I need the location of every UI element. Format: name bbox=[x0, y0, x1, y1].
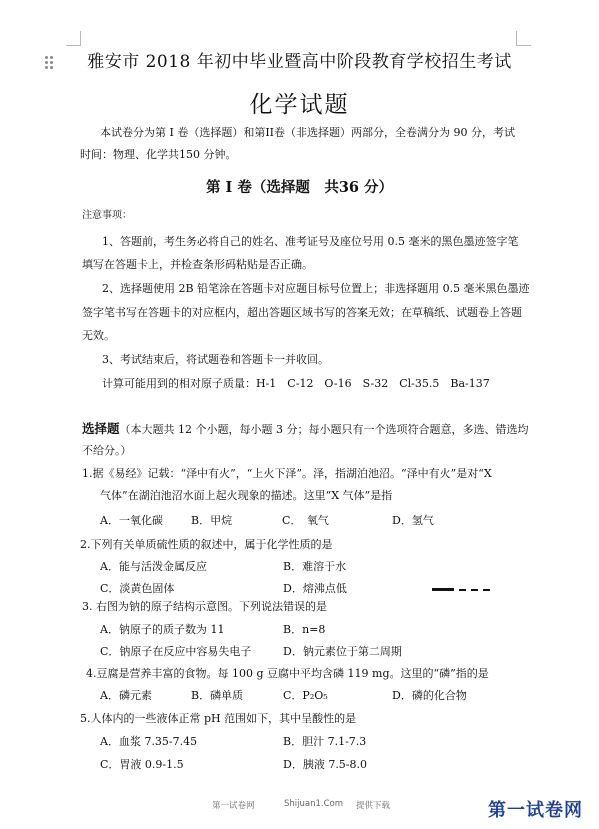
question-3-option-d: D．钠元素位于第二周期 bbox=[283, 645, 402, 658]
question-3-option-c: C．钠原子在反应中容易失电子 bbox=[100, 645, 252, 658]
section-title: 第 I 卷（选择题 共36 分） bbox=[205, 179, 394, 196]
exam-title: 雅安市 2018 年初中毕业暨高中阶段教育学校招生考试 bbox=[87, 52, 512, 72]
question-3-option-a: A．钠原子的质子数为 11 bbox=[100, 623, 225, 636]
footer-site-url: Shijuan1.Com bbox=[284, 799, 344, 809]
question-4-option-a: A．磷元素 bbox=[100, 689, 152, 702]
notes-heading: 注意事项： bbox=[82, 210, 132, 221]
question-1-stem-line-1: 1.据《易经》记载：“泽中有火”，“上火下泽”。泽，指湖泊池沼。“泽中有火”是对“X bbox=[82, 467, 492, 480]
crop-mark-top-left bbox=[66, 31, 81, 46]
question-5-option-b: B．胆汁 7.1-7.3 bbox=[283, 735, 367, 748]
question-5-option-c: C．胃液 0.9-1.5 bbox=[100, 758, 184, 771]
question-5-option-d: D．胰液 7.5-8.0 bbox=[283, 758, 368, 771]
intro-line-2: 时间：物理、化学共150 分钟。 bbox=[80, 148, 237, 161]
watermark-logo: 第一试卷网 bbox=[488, 800, 583, 821]
question-2-option-b: B．难溶于水 bbox=[283, 560, 347, 573]
question-3-stem: 3. 右图为钠的原子结构示意图。下列说法错误的是 bbox=[82, 600, 327, 613]
footer-site-name: 第一试卷网 bbox=[212, 801, 255, 811]
intro-line-1: 本试卷分为第 I 卷（选择题）和第II卷（非选择题）两部分，全卷满分为 90 分，考试 bbox=[100, 126, 516, 139]
crop-mark-top-right bbox=[516, 31, 531, 46]
atom-diagram-dash-3 bbox=[483, 589, 490, 591]
question-4-option-d: D．磷的化合物 bbox=[392, 689, 467, 702]
question-1-stem-line-2: 气体”在湖泊池沼水面上起火现象的描述。这里“X 气体”是指 bbox=[100, 489, 393, 502]
choice-label: 选择题 bbox=[82, 421, 120, 436]
atom-diagram-bar bbox=[432, 588, 454, 591]
atom-diagram-dash-2 bbox=[471, 589, 478, 591]
question-1-option-a: A．一氧化碳 bbox=[100, 514, 163, 527]
question-4-option-b: B．磷单质 bbox=[191, 689, 244, 702]
question-2-option-d: D．熔沸点低 bbox=[283, 582, 347, 595]
note-2-line-1: 2、选择题使用 2B 铅笔涂在答题卡对应题目标号位置上；非选择题用 0.5 毫米黑色墨迹 bbox=[102, 282, 530, 295]
question-2-stem: 2.下列有关单质硫性质的叙述中，属于化学性质的是 bbox=[80, 538, 333, 551]
subject-title: 化学试题 bbox=[249, 92, 350, 118]
choice-desc-line-2: 不给分。） bbox=[82, 444, 132, 457]
choice-intro bbox=[82, 420, 529, 439]
question-5-stem: 5.人体内的一些液体正常 pH 范围如下，其中呈酸性的是 bbox=[80, 712, 357, 725]
question-2-option-a: A．能与活泼金属反应 bbox=[100, 560, 207, 573]
atomic-masses: 计算可能用到的相对原子质量：H-1 C-12 O-16 S-32 Cl-35.5 Ba-137 bbox=[102, 377, 490, 390]
question-4-option-c: C．P₂O₅ bbox=[283, 689, 328, 702]
question-2-option-c: C．淡黄色固体 bbox=[100, 582, 175, 595]
question-1-option-c: C． 氧气 bbox=[282, 514, 329, 527]
question-4-stem: 4.豆腐是营养丰富的食物。每 100 g 豆腐中平均含磷 119 mg。这里的“磷”指的是 bbox=[86, 667, 489, 680]
atom-diagram-dash-1 bbox=[459, 589, 466, 591]
question-1-option-b: B．甲烷 bbox=[191, 514, 233, 527]
note-3: 3、考试结束后，将试题卷和答题卡一并收回。 bbox=[102, 353, 329, 366]
note-1-line-2: 填写在答题卡上，并检查条形码粘贴是否正确。 bbox=[82, 258, 313, 271]
note-2-line-3: 无效。 bbox=[82, 329, 115, 342]
question-3-option-b: B．n=8 bbox=[283, 623, 326, 636]
question-1-option-d: D．氢气 bbox=[392, 514, 434, 527]
question-5-option-a: A．血浆 7.35-7.45 bbox=[100, 735, 198, 748]
note-1-line-1: 1、答题前，考生务必将自己的姓名、准考证号及座位号用 0.5 毫米的黑色墨迹签字笔 bbox=[102, 235, 519, 248]
choice-desc-line-1: （本大题共 12 个小题，每小题 3 分；每小题只有一个选项符合题意，多选、错选均 bbox=[119, 423, 529, 436]
note-2-line-2: 签字笔书写在答题卡的对应框内，超出答题区域书写的答案无效；在草稿纸、试题卷上答题 bbox=[82, 306, 522, 319]
footer-provide: 提供下载 bbox=[356, 801, 391, 811]
